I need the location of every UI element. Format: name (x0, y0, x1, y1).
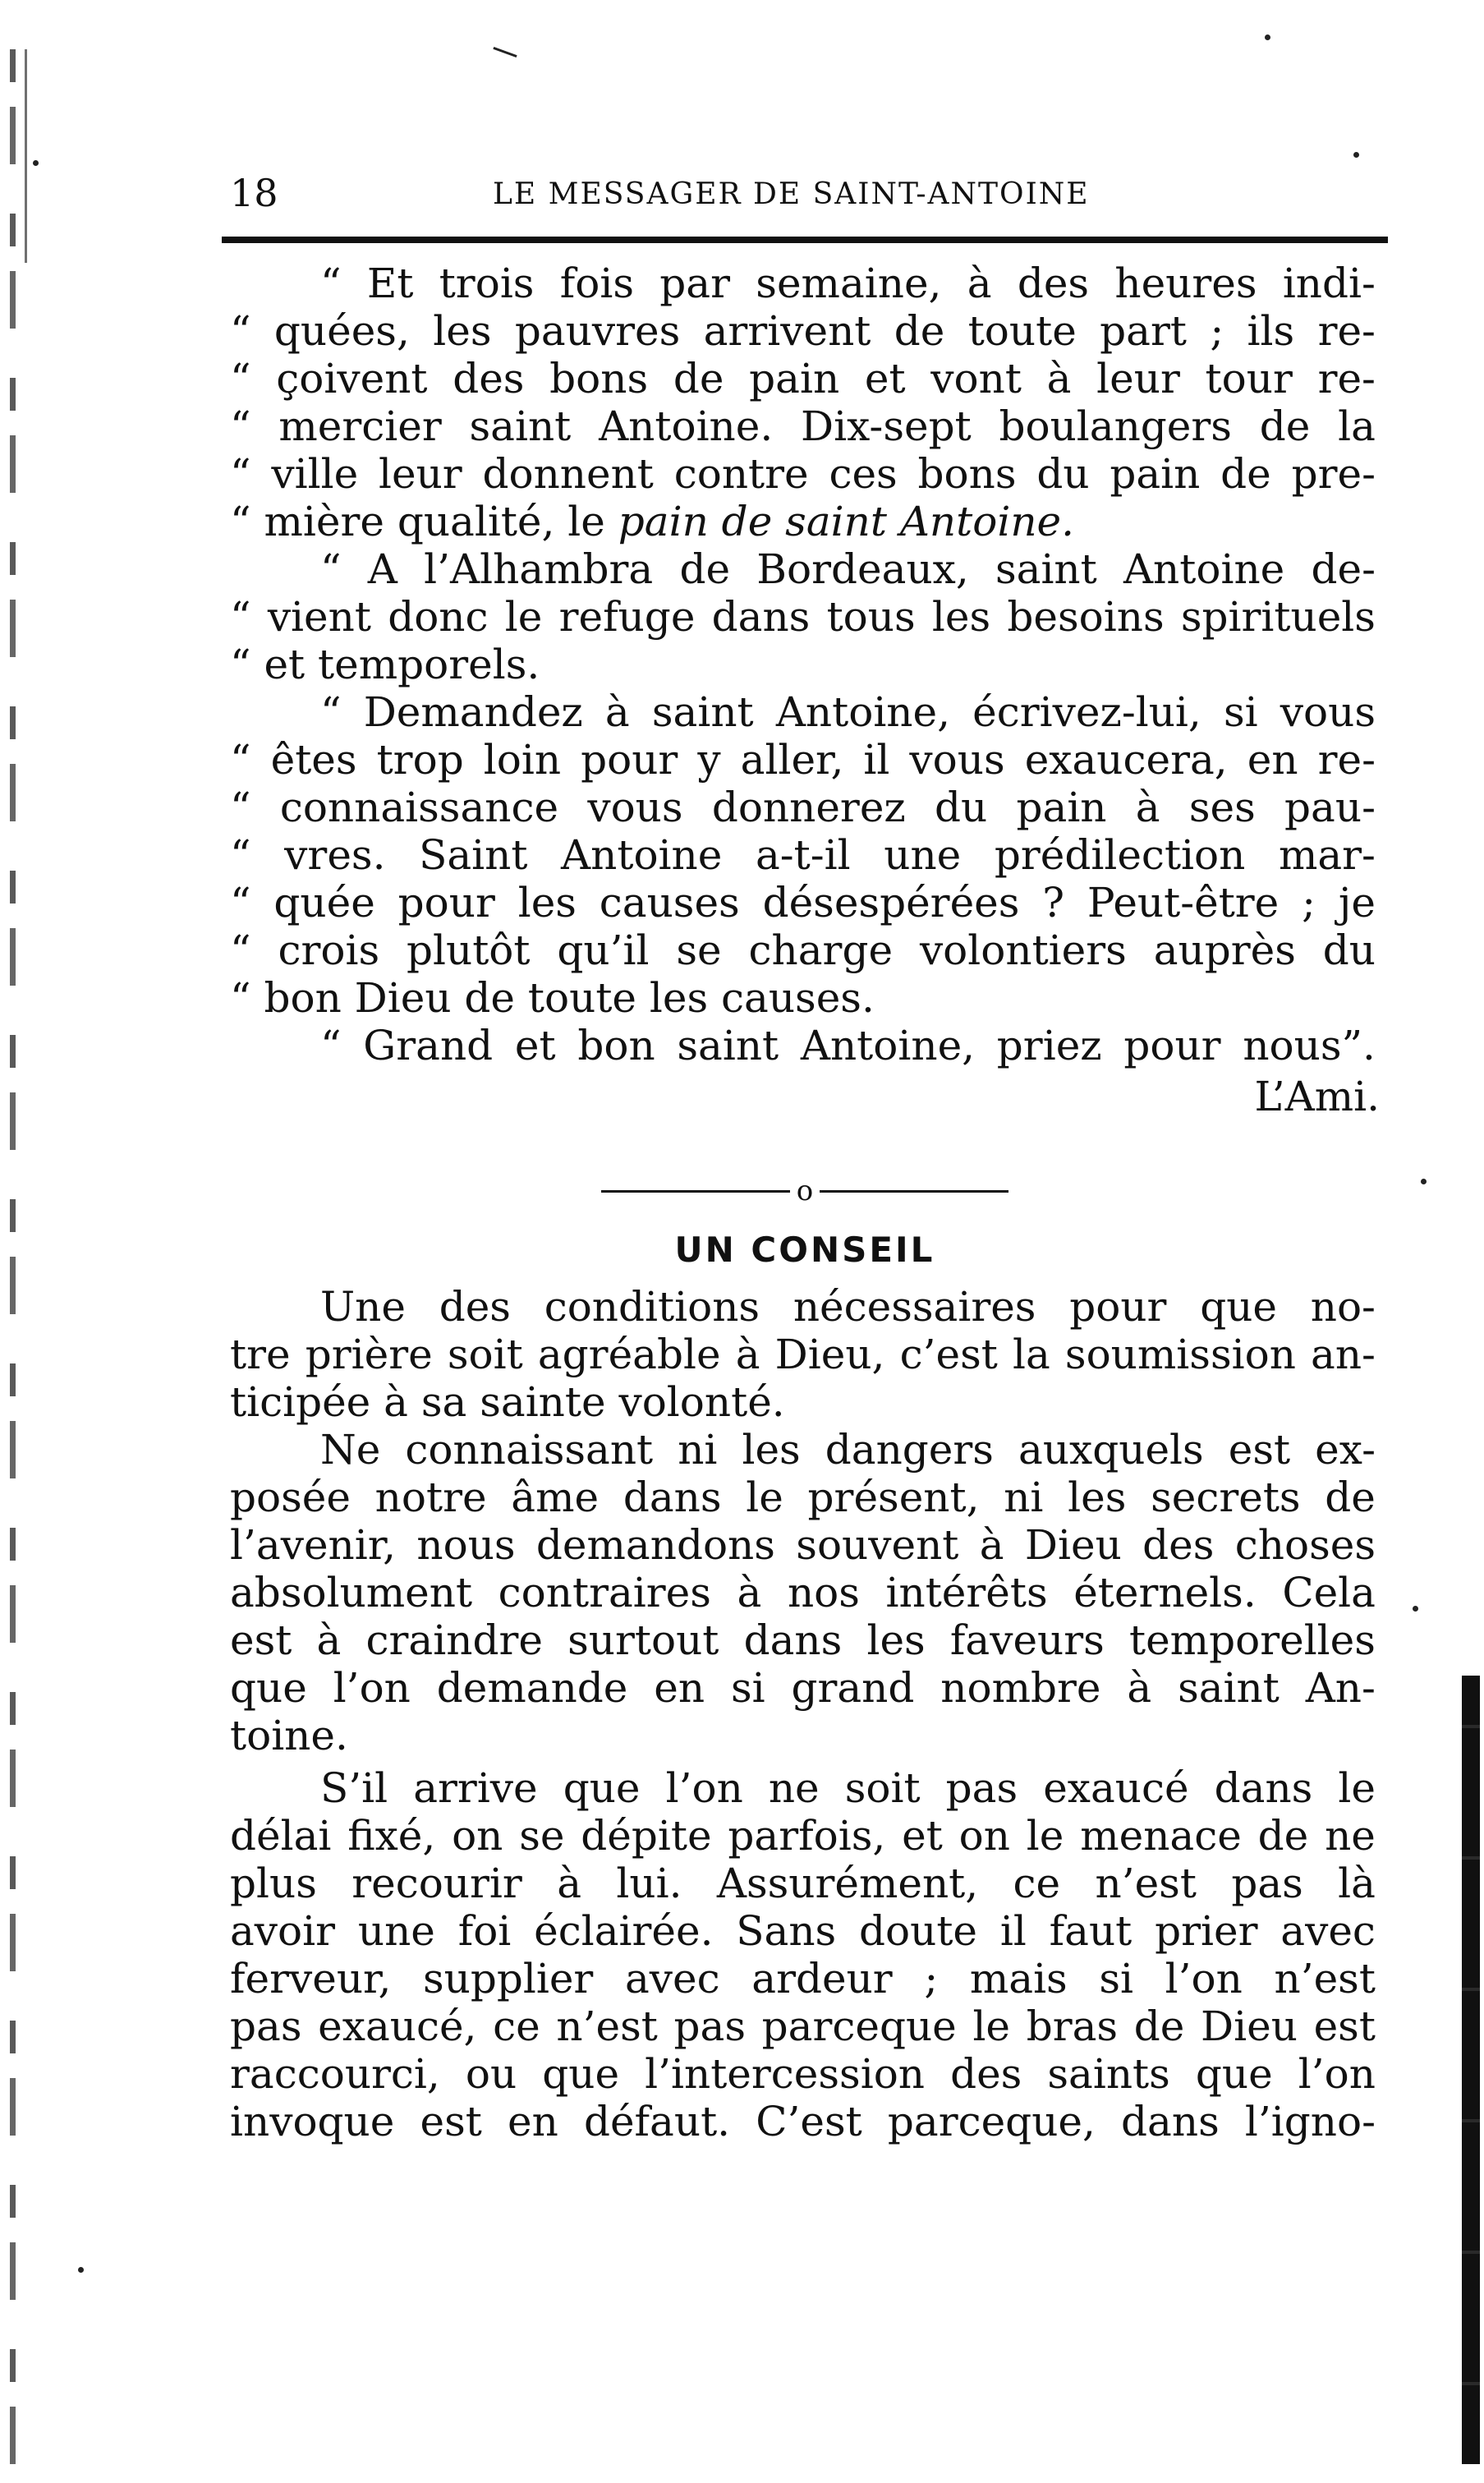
letter-line: “ bon Dieu de toute les causes. (230, 974, 875, 1022)
scan-speck (1421, 1179, 1427, 1184)
letter-line: “ connaissance vous donnerez du pain à ses pau- (230, 784, 1376, 831)
body-line: délai fixé, on se dépite parfois, et on le menace de ne (230, 1812, 1376, 1860)
section-title: UN CONSEIL (674, 1230, 935, 1270)
body-line: ticipée à sa sainte volonté. (230, 1378, 785, 1426)
page-number: 18 (230, 171, 278, 215)
header-rule (222, 237, 1388, 243)
scan-speck (33, 160, 39, 166)
body-line: est à craindre surtout dans les faveurs temporelles (230, 1616, 1376, 1664)
body-line: ferveur, supplier avec ardeur ; mais si l’on n’est (230, 1955, 1376, 2002)
letter-line: “ et temporels. (230, 641, 540, 688)
letter-line: “ quées, les pauvres arrivent de toute part ; ils re- (230, 307, 1376, 355)
body-line: l’avenir, nous demandons souvent à Dieu des choses (230, 1521, 1376, 1569)
body-line: S’il arrive que l’on ne soit pas exaucé dans le (320, 1764, 1376, 1812)
body-line: avoir une foi éclairée. Sans doute il faut prier avec (230, 1907, 1376, 1955)
body-line: raccourci, ou que l’intercession des saints que l’on (230, 2050, 1376, 2098)
body-line: posée notre âme dans le présent, ni les secrets de (230, 1474, 1376, 1521)
letter-line: “ vres. Saint Antoine a-t-il une prédilection mar- (230, 831, 1376, 879)
scan-speck (78, 2267, 84, 2273)
letter-line: “ Grand et bon saint Antoine, priez pour nous”. (320, 1022, 1376, 1069)
body-line: absolument contraires à nos intérêts éternels. Cela (230, 1569, 1376, 1616)
separator-rule (820, 1190, 1008, 1193)
letter-line: “ ville leur donnent contre ces bons du pain de pre- (230, 450, 1376, 498)
letter-line: “ vient donc le refuge dans tous les besoins spirituels (230, 593, 1376, 641)
body-line: Ne connaissant ni les dangers auxquels est ex- (320, 1426, 1376, 1474)
body-line: tre prière soit agréable à Dieu, c’est la soumission an- (230, 1331, 1376, 1378)
scan-speck (1353, 152, 1359, 158)
body-line: Une des conditions nécessaires pour que no- (320, 1283, 1376, 1331)
letter-line (230, 498, 1376, 545)
letter-line: “ êtes trop loin pour y aller, il vous exaucera, en re- (230, 736, 1376, 784)
letter-line: “ A l’Alhambra de Bordeaux, saint Antoine de- (320, 545, 1376, 593)
page-header (230, 168, 1363, 218)
section-separator (591, 1173, 1018, 1206)
letter-line: “ çoivent des bons de pain et vont à leur tour re- (230, 355, 1376, 402)
running-head: LE MESSAGER DE SAINT-ANTOINE (493, 177, 1090, 211)
body-line: pas exaucé, ce n’est pas parceque le bras de Dieu est (230, 2002, 1376, 2050)
letter-line: “ quée pour les causes désespérées ? Peut-être ; je (230, 879, 1376, 927)
letter-line: “ mercier saint Antoine. Dix-sept boulangers de la (230, 402, 1376, 450)
separator-rule (601, 1190, 790, 1193)
body-line: invoque est en défaut. C’est parceque, dans l’igno- (230, 2098, 1376, 2145)
signature: L’Ami. (1254, 1073, 1380, 1120)
page-edge-mark-left (25, 49, 27, 263)
letter-line-italic: pain de saint Antoine. (618, 498, 1075, 545)
body-line: plus recourir à lui. Assurément, ce n’est pas là (230, 1860, 1376, 1907)
letter-line: “ crois plutôt qu’il se charge volontiers auprès du (230, 927, 1376, 974)
scan-speck (1265, 34, 1270, 40)
page-edge-shadow-left (10, 49, 16, 2481)
body-line: toine. (230, 1712, 348, 1759)
letter-line-text: “ mière qualité, le (230, 498, 618, 545)
separator-mark: o (796, 1175, 814, 1207)
page-edge-shadow-right (1462, 1676, 1480, 2464)
scan-speck (493, 47, 517, 57)
letter-line: “ Et trois fois par semaine, à des heures indi- (320, 260, 1376, 307)
body-line: que l’on demande en si grand nombre à saint An- (230, 1664, 1376, 1712)
letter-line: “ Demandez à saint Antoine, écrivez-lui, si vous (320, 688, 1376, 736)
scan-speck (1413, 1606, 1418, 1612)
